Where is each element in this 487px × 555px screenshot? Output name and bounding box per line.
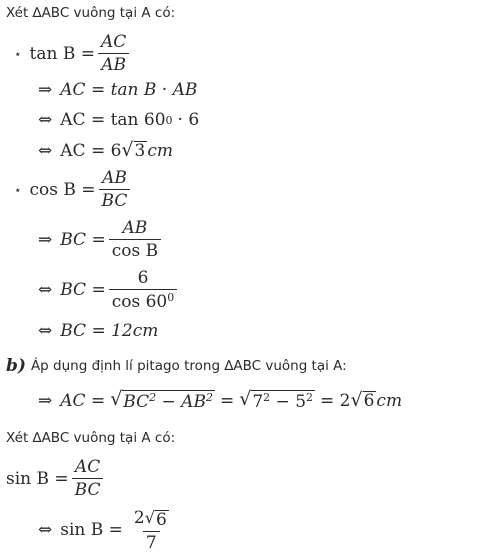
implies-arrow-icon: ⇒ xyxy=(38,390,53,411)
radical-icon: √ xyxy=(239,388,252,410)
fraction xyxy=(109,218,161,261)
square-root xyxy=(110,390,215,412)
equivalent-arrow-icon: ⇔ xyxy=(38,141,53,161)
part-b-text: Áp dụng định lí pitago trong ∆ABC vuông tại A: xyxy=(30,358,347,374)
formula-lhs: BC = xyxy=(60,280,106,300)
radicand: $BC^2 - AB^2$ xyxy=(123,391,213,412)
equals-result: = 2 xyxy=(320,390,351,411)
tan-b-definition xyxy=(14,32,132,75)
sin-b-definition xyxy=(6,457,106,500)
numerator: AB xyxy=(122,218,148,238)
square-root xyxy=(239,390,315,412)
formula-line-pythagoras xyxy=(38,390,402,412)
formula-line-bc-result xyxy=(38,321,158,341)
part-b-line xyxy=(6,356,347,376)
square-root xyxy=(350,391,376,411)
formula-lhs: AC = tan 60 xyxy=(60,110,166,130)
fraction xyxy=(98,32,129,75)
denominator-wrapper xyxy=(109,289,178,312)
formula-lhs: sin B = xyxy=(60,520,123,541)
intro-text: Xét ∆ABC vuông tại A có: xyxy=(6,5,176,21)
formula-text: BC = 12cm xyxy=(60,321,159,341)
radicand: 6 xyxy=(363,391,375,411)
denominator: cos B xyxy=(109,239,161,261)
part-label: b) xyxy=(6,356,26,376)
unit: cm xyxy=(147,141,173,161)
exponent: 0 xyxy=(167,291,175,304)
radical-icon: √ xyxy=(110,388,123,410)
numerator: AB xyxy=(102,168,127,188)
formula-lhs: AC = 6 xyxy=(60,141,122,161)
equivalent-arrow-icon: ⇔ xyxy=(38,280,53,300)
fraction xyxy=(99,168,131,211)
cos-b-definition xyxy=(14,168,133,211)
intro-line xyxy=(6,5,175,21)
numerator: AC xyxy=(100,32,127,52)
formula-line-ac-tan60 xyxy=(38,110,199,130)
formula-line-bc-cos60 xyxy=(38,268,180,312)
radical-icon: √ xyxy=(350,389,363,411)
radicand: 3 xyxy=(134,141,146,162)
numerator: 2 √ 6 xyxy=(133,508,167,530)
fraction xyxy=(72,457,104,500)
denominator: cos 60 xyxy=(111,292,168,312)
radicand: $7^2 - 5^2$ xyxy=(252,391,314,412)
formula-rhs: · 6 xyxy=(177,110,200,130)
formula-line-ac-result xyxy=(38,141,173,161)
implies-arrow-icon: ⇒ xyxy=(38,229,53,250)
equivalent-arrow-icon: ⇔ xyxy=(38,520,53,541)
formula-lhs: cos B = xyxy=(29,179,96,200)
denominator: 7 xyxy=(143,531,160,553)
equivalent-arrow-icon: ⇔ xyxy=(38,321,53,341)
denominator: BC xyxy=(72,478,104,500)
denominator: AB xyxy=(98,53,129,75)
formula-lhs: AC = xyxy=(60,390,106,411)
intro-text: Xét ∆ABC vuông tại A có: xyxy=(6,430,176,446)
denominator: BC xyxy=(99,189,131,211)
exponent: 0 xyxy=(165,113,173,127)
implies-arrow-icon: ⇒ xyxy=(38,80,53,100)
formula-line-bc-cos xyxy=(38,218,164,261)
numerator: AC xyxy=(74,457,101,477)
formula-line-ac-tan xyxy=(38,80,197,100)
formula-lhs: BC = xyxy=(60,229,106,250)
radical-icon: √ xyxy=(121,139,134,162)
fraction xyxy=(109,268,178,312)
fraction xyxy=(131,508,172,553)
sin-b-result xyxy=(38,508,175,553)
formula-text: AC = tan B · AB xyxy=(60,80,198,100)
radical-icon: √ xyxy=(144,508,155,527)
intro-line-2 xyxy=(6,430,175,446)
star-bullet-icon: ⋆ xyxy=(14,182,22,197)
numerator: 6 xyxy=(137,268,149,288)
formula-lhs: tan B = xyxy=(29,43,95,64)
star-bullet-icon: ⋆ xyxy=(14,46,22,61)
unit: cm xyxy=(376,390,403,411)
square-root xyxy=(121,141,147,161)
equals-sign: = xyxy=(219,390,235,411)
formula-lhs: sin B = xyxy=(6,468,69,489)
equivalent-arrow-icon: ⇔ xyxy=(38,110,53,130)
